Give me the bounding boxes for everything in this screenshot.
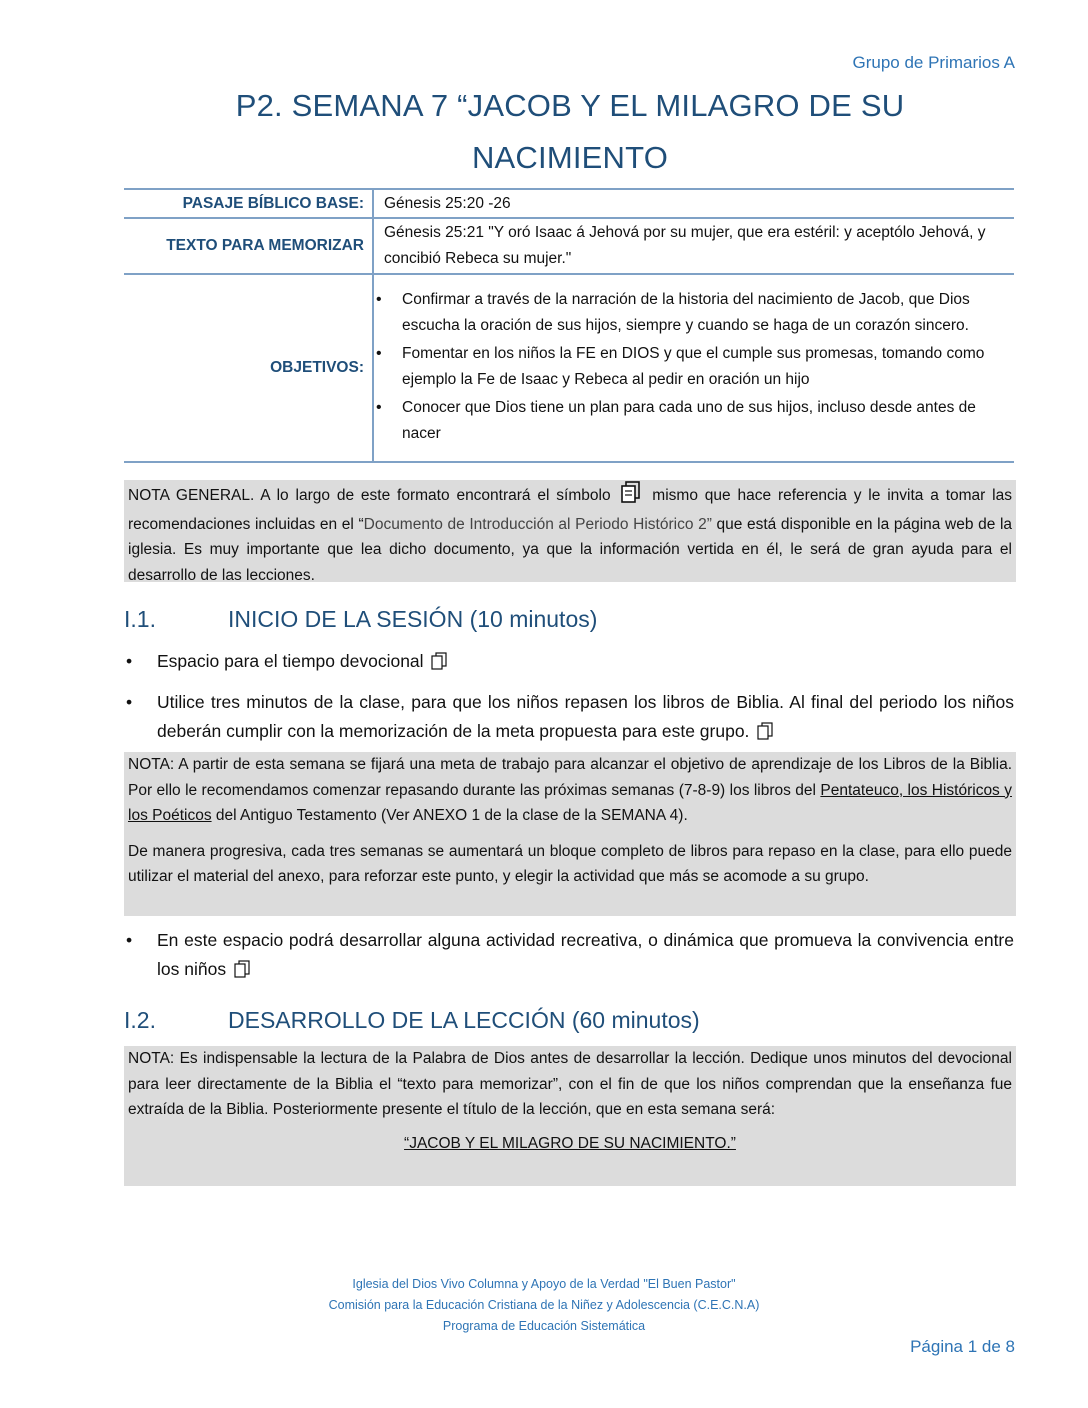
texto-row [124, 218, 1014, 274]
texto-value: Génesis 25:21 "Y oró Isaac á Jehová por su mujer, que era estéril: y aceptólo Jehová, y concibió Rebeca su mujer." [384, 224, 986, 267]
lesson-title-text: “JACOB Y EL MILAGRO DE SU NACIMIENTO.” [404, 1134, 736, 1152]
section-title: DESARROLLO DE LA LECCIÓN (60 minutos) [228, 1007, 700, 1033]
document-copy-icon [757, 720, 773, 749]
inicio-bullets-2 [124, 926, 1014, 996]
footer [0, 1274, 1088, 1337]
section-heading-desarrollo [124, 1007, 700, 1034]
title-line-1: P2. SEMANA 7 “JACOB Y EL MILAGRO DE SU [235, 88, 905, 123]
nota-text: NOTA: A partir de esta semana se fijará una meta de trabajo para alcanzar el objetivo de aprendizaje de los Libros de la Biblia. Por ello le recomendamos comenzar repasando durante las próximas semanas (7-8-9) los libros del [128, 756, 1012, 799]
nota-paragraph: De manera progresiva, cada tres semanas se aumentará un bloque completo de libros para repaso en la clase, para ello puede utilizar el material del anexo, para reforzar este punto, y elegir la actividad que más se acomode a su grupo. [128, 842, 1012, 885]
section-heading-inicio [124, 606, 597, 633]
lesson-info-table [124, 188, 1014, 463]
nota-desarrollo-box [124, 1046, 1016, 1186]
objetivos-cell [373, 274, 1014, 462]
title-line-2: NACIMIENTO [471, 140, 669, 175]
nota-text: del Antiguo Testamento (Ver ANEXO 1 de la clase de la SEMANA 4). [211, 807, 688, 824]
section-title: INICIO DE LA SESIÓN (10 minutos) [228, 606, 598, 632]
objetivo-item: • Conocer que Dios tiene un plan para cada uno de sus hijos, incluso desde antes de nacer [374, 395, 1014, 447]
nota-paragraph: NOTA: Es indispensable la lectura de la Palabra de Dios antes de desarrollar la lección. Dedique unos minutos del devocional para leer directamente de la Biblia el “texto para memorizar”, con el fin de que los niños comprendan que la enseñanza fue extraída de la Biblia. Posteriormente presente el título de la lección, que en esta semana será: [128, 1050, 1012, 1118]
bullet-text: Utilice tres minutos de la clase, para que los niños repasen los libros de Biblia. Al final del periodo los niños deberán cumplir con la memorización de la meta propuesta para este grupo. [157, 692, 1014, 741]
list-item [124, 647, 1014, 679]
inicio-bullets [124, 647, 1014, 758]
texto-label: TEXTO PARA MEMORIZAR [124, 218, 373, 274]
bullet-text: Espacio para el tiempo devocional [157, 651, 424, 671]
bullet-text: En este espacio podrá desarrollar alguna actividad recreativa, o dinámica que promueva la convivencia entre los niños [157, 930, 1014, 979]
footer-line: Comisión para la Educación Cristiana de la Niñez y Adolescencia (C.E.C.N.A) [328, 1298, 760, 1312]
objetivos-label: OBJETIVOS: [124, 274, 373, 462]
page-number: Página 1 de 8 [910, 1337, 1015, 1356]
document-copy-icon [620, 481, 642, 512]
objetivos-list [374, 283, 1014, 453]
pasaje-value: Génesis 25:20 -26 [384, 194, 511, 212]
objetivo-item: • Fomentar en los niños la FE en DIOS y que el cumple sus promesas, tomando como ejemplo la Fe de Isaac y Rebeca al pedir en oración un hijo [374, 341, 1014, 393]
nota-general-box [124, 480, 1016, 582]
intro-document-link[interactable]: Documento de Introducción al Periodo Histórico 2” [363, 515, 712, 533]
nota-general-text-3: que está disponible en la página web de la iglesia. Es muy importante que lea dicho documento, ya que la información vertida en él, le será de gran ayuda para el desarrollo de las lecciones. [128, 515, 1013, 584]
group-label: Grupo de Primarios A [852, 53, 1015, 72]
pentateuco-link[interactable]: Pentateuco, los Históricos y los Poéticos [128, 781, 1012, 824]
list-item [124, 688, 1014, 749]
footer-line: Iglesia del Dios Vivo Columna y Apoyo de la Verdad "El Buen Pastor" [352, 1277, 736, 1291]
lesson-title [128, 1131, 1012, 1157]
nota-libros-box [124, 752, 1016, 916]
nota-paragraph [128, 752, 1012, 829]
page-title [124, 80, 1016, 184]
pasaje-row [124, 189, 1014, 218]
pasaje-label: PASAJE BÍBLICO BASE: [124, 189, 373, 218]
document-copy-icon [234, 958, 250, 987]
document-copy-icon [431, 650, 447, 679]
objetivos-row [124, 274, 1014, 462]
footer-line: Programa de Educación Sistemática [442, 1319, 646, 1333]
nota-general-text-1: NOTA GENERAL. A lo largo de este formato encontrará el símbolo [128, 487, 611, 504]
objetivo-item: • Confirmar a través de la narración de la historia del nacimiento de Jacob, que Dios escucha la oración de sus hijos, siempre y cuando se haga de un corazón sincero. [374, 287, 1014, 339]
section-number: I.2. [124, 1007, 156, 1033]
section-number: I.1. [124, 606, 156, 632]
list-item [124, 926, 1014, 987]
nota-general-text-2: mismo que hace referencia y le invita a tomar las recomendaciones incluidas en el “ [128, 487, 1012, 533]
